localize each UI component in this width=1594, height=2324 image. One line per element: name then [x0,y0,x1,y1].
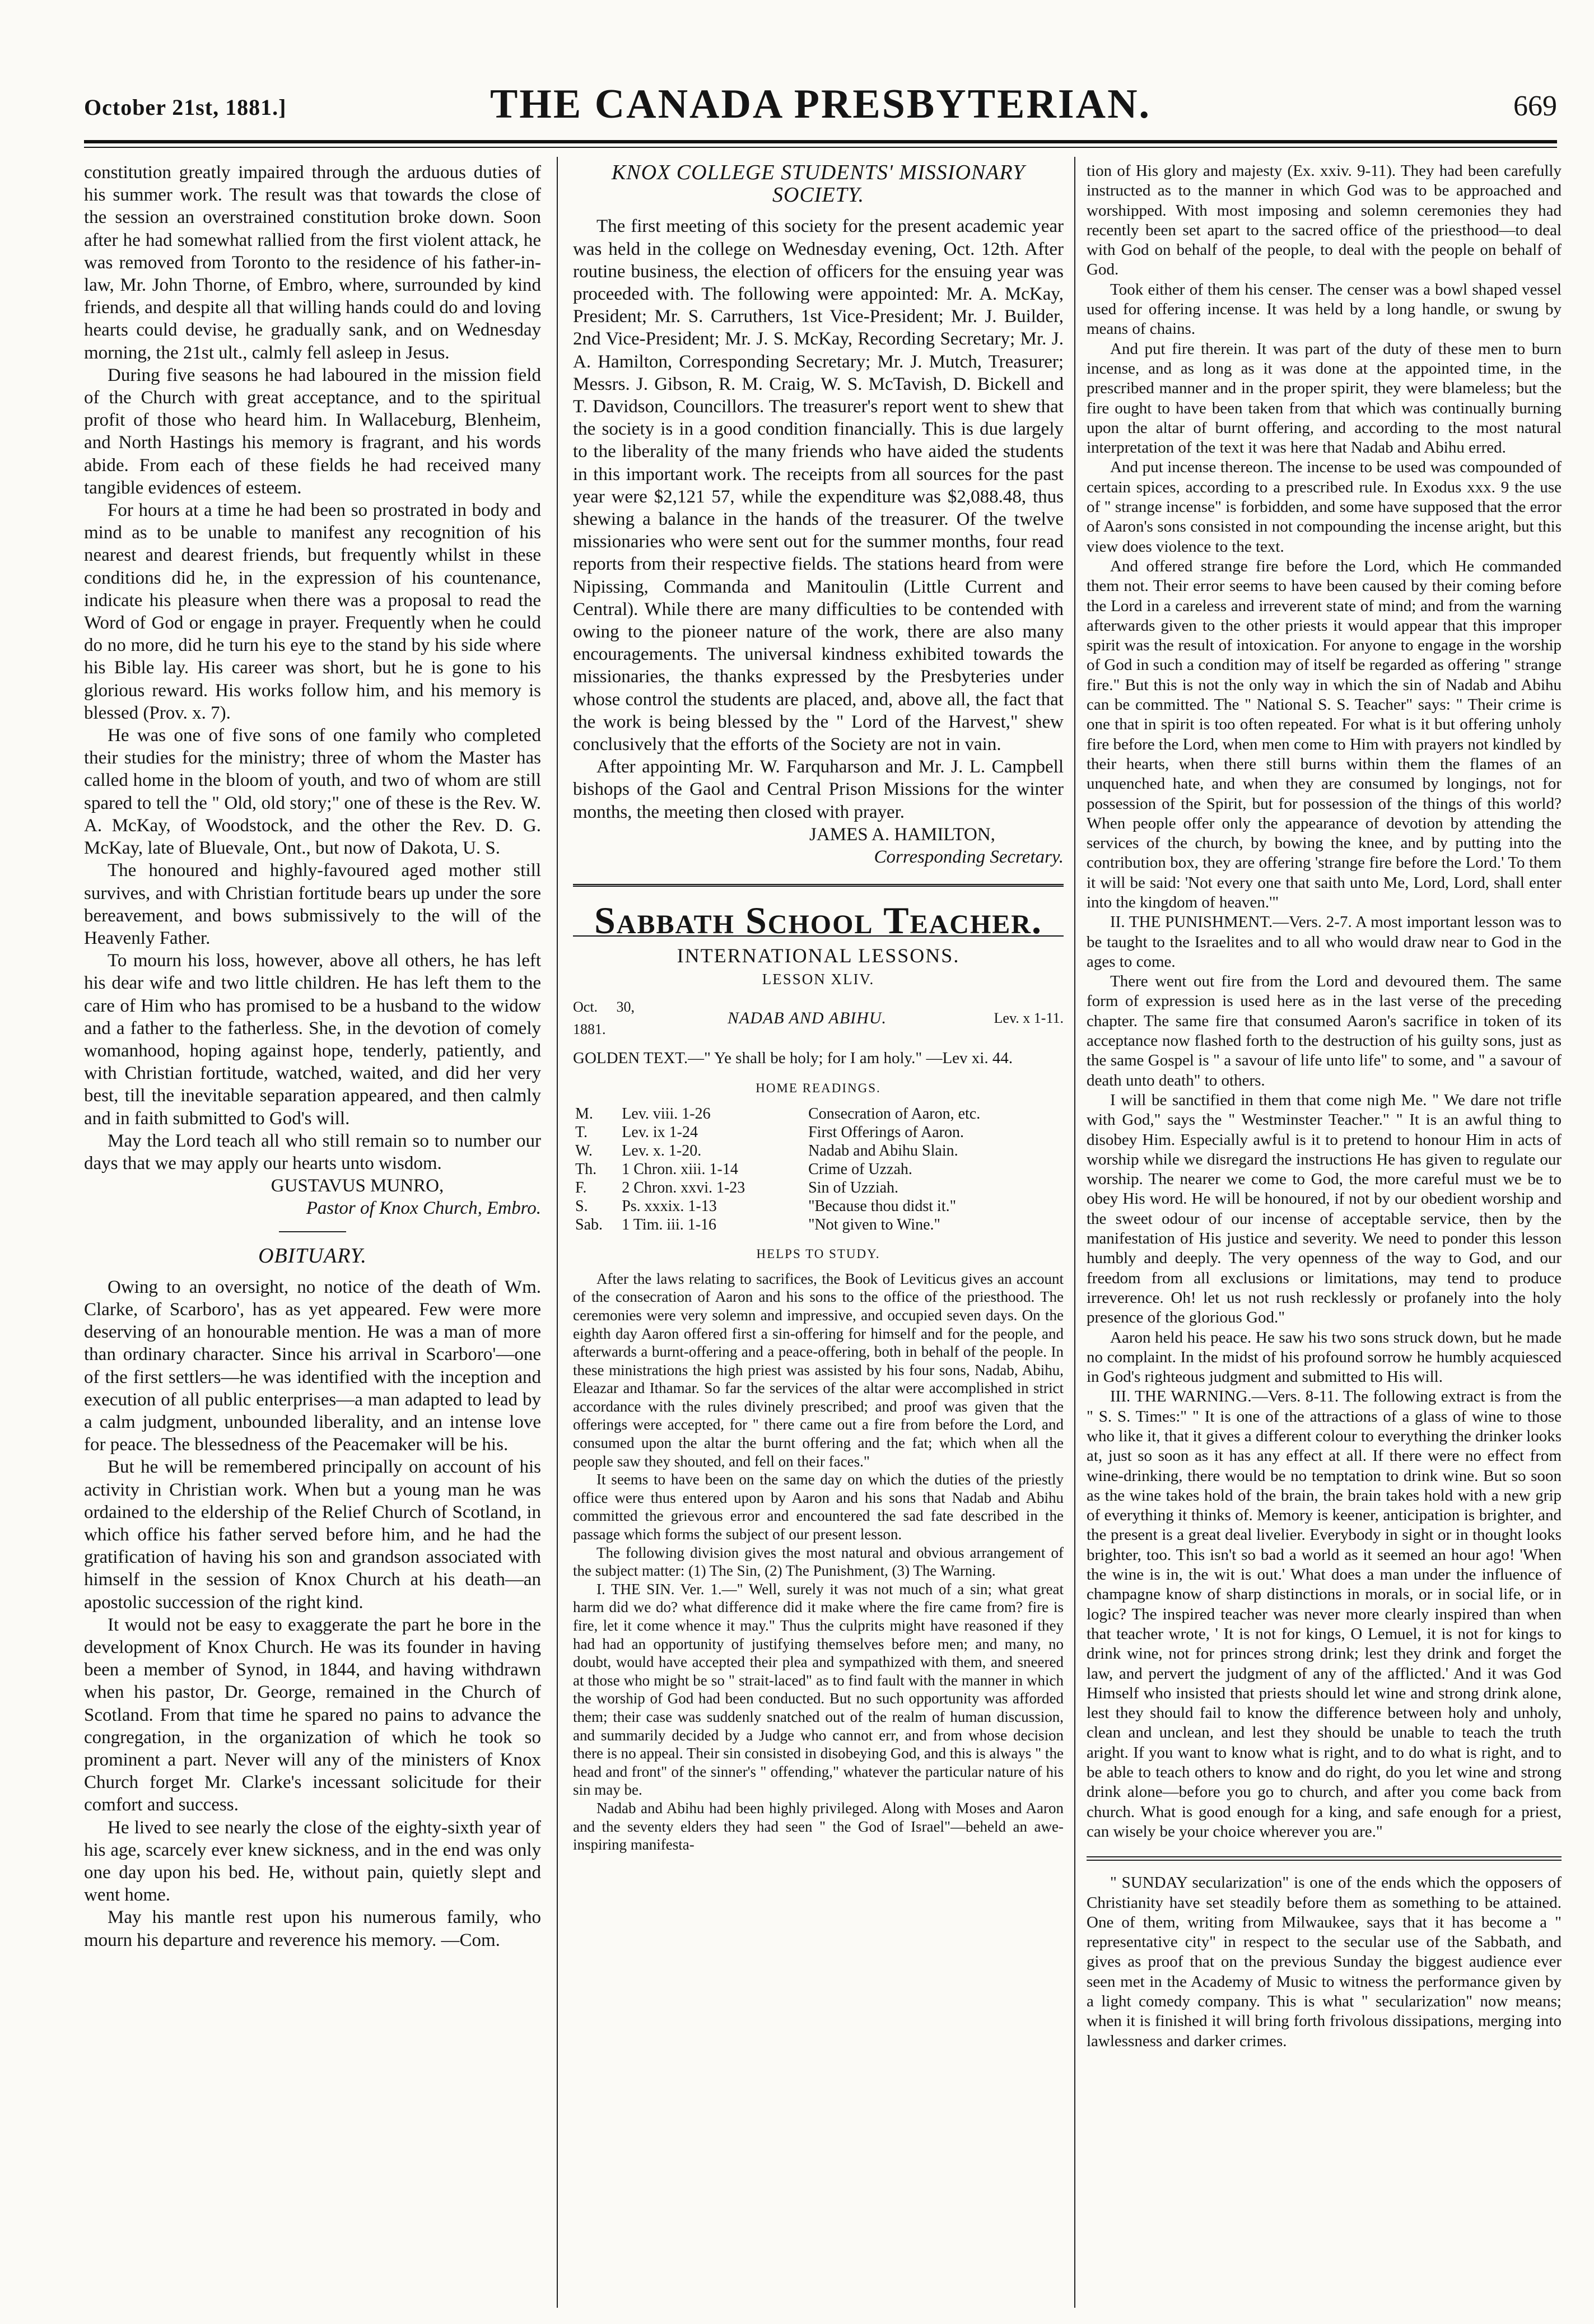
paragraph: Owing to an oversight, no notice of the death of Wm. Clarke, of Scarboro', has as yet appeared. Few were more deserving of an honourable mention. He was a man of more than ordinary character. Since his arrival in Scarboro'—one of the first settlers—he was identified with the inception and execution of all public enterprises—a man adapted to lead by a calm judgment, unbounded liberality, and an intense love for peace. The blessedness of the Peacemaker will be his. [84,1277,541,1455]
column-2 [573,161,1064,1854]
paragraph: I. THE SIN. Ver. 1.—" Well, surely it was not much of a sin; what great harm did we do? what difference did it make where the fire came from? fire is fire, let it come whence it may." Thus the culprits might have reasoned if they had had an opportunity of justifying themselves before men; and many, no doubt, would have accepted their plea and sympathized with them, and sneered at those who might be so " strait-laced" as to find fault with the manner in which the worship of God had been conducted. But no such opportunity was afforded them; their case was suddenly snatched out of the realm of human discussion, and summarily decided by a Judge who cannot err, and from whose decision there is no appeal. Their sin consisted in disobeying God, and this is always " the head and front" of the sinner's " offending," whatever the particular nature of his sin may be. [573,1580,1064,1799]
table-row [573,1179,1064,1197]
reading-ref: Lev. ix 1-24 [622,1123,698,1141]
home-readings-caption: HOME READINGS. [756,1081,881,1096]
table-row [573,1197,1064,1215]
reading-topic: Nadab and Abihu Slain. [808,1142,958,1159]
reading-topic: First Offerings of Aaron. [808,1123,964,1141]
reading-topic: Crime of Uzzah. [808,1160,912,1178]
reading-day: M. [575,1105,593,1123]
obituary-heading: OBITUARY. [258,1243,367,1268]
page-number: 669 [1513,90,1557,122]
column-divider-2 [1074,157,1075,2308]
table-row [573,1142,1064,1160]
reading-day: S. [575,1197,588,1215]
reading-topic: "Because thou didst it." [808,1197,957,1215]
paragraph: And put fire therein. It was part of the duty of these men to burn incense, and as long as it was done at the appointed time, in the prescribed manner and in the proper spirit, they were blameless; but the fire ought to have been taken from that which was continually burning upon the altar of burnt offering, and according to the most natural interpretation of the text it was here that Nadab and Abihu erred. [1087,339,1562,457]
reading-ref: 2 Chron. xxvi. 1-23 [622,1179,745,1196]
signature-name: GUSTAVUS MUNRO, [271,1176,444,1196]
paragraph: It seems to have been on the same day on which the duties of the priestly office were thus entered upon by Aaron and his sons that Nadab and Abihu committed the grievous error and encountered the sad fate described in the passage which forms the subject of our present lesson. [573,1471,1064,1543]
paragraph: And put incense thereon. The incense to be used was compounded of certain spices, according to a prescribed rule. In Exodus xxx. 9 the use of " strange incense" is forbidden, and some have supposed that the error of Aaron's sons consisted in not compounding the incense aright, but this view does violence to the text. [1087,458,1562,556]
lesson-date: Oct. 30, 1881. [573,998,635,1038]
lesson-reference: Lev. x 1-11. [994,1010,1064,1026]
helps-caption: HELPS TO STUDY. [756,1246,880,1261]
reading-day: T. [575,1123,588,1141]
reading-topic: "Not given to Wine." [808,1215,940,1233]
lesson-number: LESSON XLIV. [762,970,875,988]
international-lessons-heading: INTERNATIONAL LESSONS. [573,935,1064,967]
sabbath-school-title: Sabbath School Teacher. [594,899,1042,942]
home-readings-table [573,1105,1064,1234]
paragraph: But he will be remembered principally on account of his activity in Christian work. When but a young man he was ordained to the eldership of the Relief Church of Scotland, in which office his father served before him, and he had the gratification of having his son and grandson associated with himself in the session of Knox Church at his death—an apostolic succession of the right kind. [84,1457,541,1613]
reading-day: Th. [575,1160,597,1178]
society-heading: KNOX COLLEGE STUDENTS' MISSIONARY SOCIETY. [611,161,1026,207]
table-row [573,1105,1064,1123]
paragraph: During five seasons he had laboured in the mission field of the Church with great acceptance, and to the spiritual profit of those who heard him. In Wallaceburg, Blenheim, and North Hastings his memory is fragrant, and his words abide. From each of these fields he had received many tangible evidences of esteem. [84,365,541,498]
table-row [573,1215,1064,1234]
paragraph: III. THE WARNING.—Vers. 8-11. The following extract is from the " S. S. Times:" " It is one of the attractions of a glass of wine to those who like it, that it gives a different colour to everything the drinker looks at, just so soon as it has any effect at all. If there were no effect from wine-drinking, there would be no temptation to drink wine. But so soon as the wine takes hold of the brain, the brain takes hold with a new grip of everything it thinks of. Memory is keener, anticipation is brighter, and the present is a great deal livelier. Everybody in sight or in thought looks brighter, too. This isn't so bad a world as it seemed an hour ago! 'When the wine is in, the wit is out.' What does a man under the influence of champagne know of sharp distinctions in morals, or in social life, or in logic? The inspired teacher was never more clearly inspired than when that teacher wrote, ' It is not for kings, O Lemuel, it is not for kings to drink wine, not for princes strong drink; lest they drink and forget the law, and pervert the judgment of any of the afflicted.' And it was God Himself who insisted that priests should let wine and strong drink alone, lest they should fail to know the difference between holy and unholy, clean and unclean, and lest they should be unable to teach the truth aright. If you want to know what is right, and to do what is right, and to be able to teach others to know and do right, do you let wine and strong drink alone—before you go to church, and after you come back from church. What is good enough for a king, and safe enough for a priest, can wisely be your choice wherever you are." [1087,1387,1562,1841]
reading-topic: Consecration of Aaron, etc. [808,1105,981,1123]
paragraph: There went out fire from the Lord and devoured them. The same form of expression is used here as in the last verse of the preceding chapter. The same fire that consumed Aaron's sacrifice in token of its acceptance now flashed forth to the destruction of his guilty sons, just as the same Gospel is " a savour of life unto life" to some, and " a savour of death unto death" to others. [1087,972,1562,1089]
paragraph: I will be sanctified in them that come nigh Me. " We dare not trifle with God," says the " Westminster Teacher." " It is an awful thing to disobey Him. Especially awful is it to pretend to honour Him in acts of worship while we disregard the instructions He has given to regulate our worship. The nearer we come to God, the more careful must we be to obey His word. He will be honoured, if not by our obedient worship and the sweet odour of our incense of acceptable service, then by the manifestation of His justice and severity. We need to ponder this lesson humbly and deeply. The very openness of the way to God, and our freedom from all exclusions or limitations, may tend to produce irreverence. Oh! let us not rush recklessly or profanely into the holy presence of the glorious God." [1087,1091,1562,1327]
issue-date: October 21st, 1881.] [84,95,287,120]
signature-title: Pastor of Knox Church, Embro. [306,1198,541,1219]
helps-to-study [573,1270,1064,1854]
paragraph: And offered strange fire before the Lord, which He commanded them not. Their error seems to have been caused by their coming before the Lord in a careless and irreverent state of mind; and from the warning afterwards given to the other priests it would appear that this improper spirit was the result of intoxication. For anyone to engage in the worship of God in such a condition may of itself be regarded as offering " strange fire." But this is not the only way in which the sin of Nadab and Abihu can be committed. The " National S. S. Teacher" says: " Their crime is one that in spirit is too often repeated. For what is it but offering unholy fire before the Lord, when men come to Him with prayers not kindled by their hearts, when there still burns within them the flames of an unquenched hate, and when they are consumed by longings, not for possession of the Spirit, but for possession of the things of this world? When people offer only the appearance of devotion by attending the services of the church, by bowing the knee, and by putting into the contribution box, they are offering 'strange fire before the Lord.' To them it will be said: 'Not every one that saith unto Me, Lord, Lord, shall enter into the kingdom of heaven.'" [1087,557,1562,911]
reading-day: F. [575,1179,587,1196]
paragraph: tion of His glory and majesty (Ex. xxiv. 9-11). They had been carefully instructed as to the manner in which God was to be approached and worshipped. With most imposing and solemn ceremonies they had recently been set apart to the sacred office of the priesthood—to deal with God on behalf of the people, to deal with the people on behalf of God. [1087,162,1562,279]
section-divider [279,1231,346,1232]
paragraph: The first meeting of this society for the present academic year was held in the college on Wednesday evening, Oct. 12th. After routine business, the election of officers for the ensuing year was proceeded with. The following were appointed: Mr. A. McKay, President; Mr. S. Carruthers, 1st Vice-President; Mr. J. Builder, 2nd Vice-President; Mr. J. S. McKay, Recording Secretary; Mr. J. A. Hamilton, Corresponding Secretary; Mr. J. Mutch, Treasurer; Messrs. J. Gibson, R. M. Craig, W. S. McTavish, D. Bickell and T. Davidson, Councillors. The treasurer's report went to shew that the society is in a good condition financially. This is due largely to the liberality of the many friends who have aided the students in this important work. The receipts from all sources for the past year were $2,121 57, while the expenditure was $2,088.48, thus shewing a balance in the hands of the treasurer. Of the twelve missionaries who were sent out for the summer months, four read reports from their respective fields. The stations heard from were Nipissing, Commanda and Manitoulin (Little Current and Central). While there are many difficulties to be contended with owing to the pioneer nature of the work, there are also many encouragements. The universal kindness exhibited towards the missionaries, the thanks expressed by the Presbyteries under whose control the students are placed, and, above all, the fact that the work is being blessed by the " Lord of the Harvest," shew conclusively that the efforts of the Society are not in vain. [573,216,1064,755]
reading-topic: Sin of Uzziah. [808,1179,899,1196]
table-row [573,1160,1064,1179]
paragraph: May the Lord teach all who still remain so to number our days that we may apply our hearts unto wisdom. [84,1130,541,1173]
paragraph: He lived to see nearly the close of the eighty-sixth year of his age, scarcely ever knew sickness, and in the end was only one day upon his bed. He, without pain, quietly slept and went home. [84,1817,541,1906]
reading-ref: 1 Chron. xiii. 1-14 [622,1160,738,1178]
column-1 [84,161,541,1952]
section-divider [1087,1856,1562,1861]
masthead-rule-thin [84,147,1557,148]
obituary-article [84,1276,541,1952]
paragraph: constitution greatly impaired through the arduous duties of his summer work. The result was that towards the close of the session an overstrained constitution broke down. Soon after he had somewhat rallied from the first violent attack, he was removed from Toronto to the residence of his father-in-law, Mr. John Thorne, of Embro, where, surrounded by kind friends, and despite all that willing hands could do and loving hearts could devise, he gradually sank, and on Wednesday morning, the 21st ult., calmly fell asleep in Jesus. [84,162,541,363]
paragraph: After appointing Mr. W. Farquharson and Mr. J. L. Campbell bishops of the Gaol and Central Prison Missions for the winter months, the meeting then closed with prayer. [573,757,1064,822]
paragraph: After the laws relating to sacrifices, the Book of Leviticus gives an account of the consecration of Aaron and his sons to the office of the priesthood. The ceremonies were very solemn and impressive, and occupied seven days. On the eighth day Aaron offered first a sin-offering for himself and for the people, and afterwards a burnt-offering and a peace-offering, both in behalf of the people. In these ministrations the high priest was assisted by his four sons, Nadab, Abihu, Eleazar and Ithamar. So far the services of the altar were accomplished in strict accordance with the rules divinely prescribed; and proof was given that the offerings were accepted, for " there came out a fire from before the Lord, and consumed upon the altar the burnt offering and the fat; which when all the people saw they shouted, and fell on their faces." [573,1270,1064,1470]
newspaper-title: THE CANADA PRESBYTERIAN. [490,81,1152,127]
paragraph: He was one of five sons of one family who completed their studies for the ministry; three of whom the Master has called home in the bloom of youth, and two of whom are still spared to tell the " Old, old story;" one of these is the Rev. W. A. McKay, of Woodstock, and the other the Rev. D. G. McKay, late of Bluevale, Ont., but now of Dakota, U. S. [84,725,541,859]
golden-text: GOLDEN TEXT.—" Ye shall be holy; for I am holy." —Lev xi. 44. [573,1049,1013,1068]
reading-ref: Lev. viii. 1-26 [622,1105,711,1123]
paragraph: The following division gives the most natural and obvious arrangement of the subject matter: (1) The Sin, (2) The Punishment, (3) The Warning. [573,1544,1064,1580]
masthead [84,78,1557,141]
reading-ref: 1 Tim. iii. 1-16 [622,1215,717,1233]
memorial-article [84,161,541,1220]
column-divider-1 [557,157,558,2308]
paragraph: For hours at a time he had been so prostrated in body and mind as to be unable to manifest any recognition of his nearest and dearest friends, but frequently whilst in these conditions did he, in the expression of his countenance, indicate his pleasure when there was a proposal to read the Word of God or engage in prayer. Frequently when he could do no more, did he turn his eye to the stand by his side where his Bible lay. His career was short, but he is gone to his glorious reward. His works follow him, and his memory is blessed (Prov. x. 7). [84,500,541,723]
signature-name: JAMES A. HAMILTON, [809,824,995,845]
lesson-continued [1087,161,1562,1842]
sabbath-school-section [573,884,1064,1853]
reading-day: W. [575,1142,593,1159]
paragraph: Nadab and Abihu had been highly privileged. Along with Moses and Aaron and the seventy elders they had seen " the God of Israel"—beheld an awe-inspiring manifesta- [573,1799,1064,1853]
lesson-header [573,996,1064,1041]
paragraph: The honoured and highly-favoured aged mother still survives, and with Christian fortitude bears up under the sore bereavement, and bows submissively to the will of the Heavenly Father. [84,860,541,948]
masthead-rule [84,140,1557,143]
column-3 [1087,161,1562,2051]
paragraph: May his mantle rest upon his numerous family, who mourn his departure and reverence his memory. —Com. [84,1907,541,1950]
paragraph: Aaron held his peace. He saw his two sons struck down, but he made no complaint. In the midst of his profound sorrow he humbly acquiesced in God's righteous judgment and submitted to His will. [1087,1328,1562,1386]
reading-day: Sab. [575,1215,603,1233]
paragraph: To mourn his loss, however, above all others, he has left his dear wife and two little children. He has left them to the care of Him who has promised to be a husband to the widow and a father to the fatherless. She, in the devotion of comely womanhood, hoping against hope, tenderly, patiently, and with Christian fortitude, watched, waited, and did her very best, till the inevitable separation appeared, and then calmly and in faith submitted to God's will. [84,951,541,1129]
paragraph: II. THE PUNISHMENT.—Vers. 2-7. A most important lesson was to be taught to the Israelites and to all who would draw near to God in the ages to come. [1087,913,1562,971]
reading-ref: Ps. xxxix. 1-13 [622,1197,717,1215]
paragraph: Took either of them his censer. The censer was a bowl shaped vessel used for offering incense. It was held by a long handle, or swung by means of chains. [1087,280,1562,338]
sunday-secularization-paragraph: " SUNDAY secularization" is one of the ends which the opposers of Christianity have set steadily before them as something to be attained. One of them, writing from Milwaukee, says that it has become a " representative city" in respect to the secular use of the Sabbath, and gives as proof that on the previous Sunday the biggest audience ever seen met in the Academy of Music to witness the performance given by a light comedy company. This is what " secularization" now means; when it is finished it will bring forth frivolous dissipations, merging into lawlessness and darker crimes. [1087,1874,1562,2050]
paragraph: It would not be easy to exaggerate the part he bore in the development of Knox Church. He was its founder in having been a member of Synod, in 1844, and having withdrawn when his pastor, Dr. George, remained in the Church of Scotland. From that time he spared no pains to advance the congregation, in the organization of which he took so prominent a part. Never will any of the ministers of Knox Church forget Mr. Clarke's incessant solicitude for their comfort and success. [84,1614,541,1815]
table-row [573,1123,1064,1142]
reading-ref: Lev. x. 1-20. [622,1142,702,1159]
signature-title: Corresponding Secretary. [874,847,1064,868]
lesson-title: NADAB AND ABIHU. [727,1009,887,1027]
